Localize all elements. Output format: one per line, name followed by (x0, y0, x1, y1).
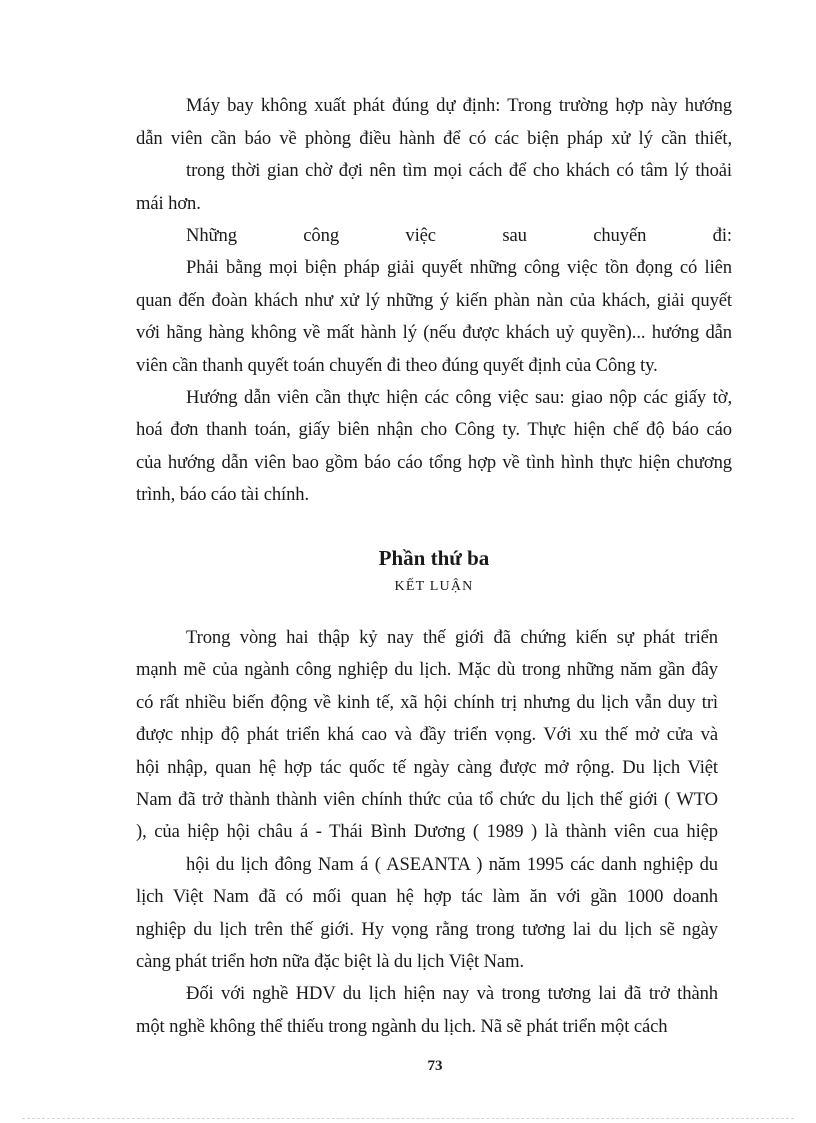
text-line: được nhịp độ phát triển khá cao và đầy triển vọng. Với xu thế mở cửa và (136, 724, 718, 745)
page-number: 73 (427, 1058, 443, 1074)
text-line: hoá đơn thanh toán, giấy biên nhận cho Công ty. Thực hiện chế độ báo cáo (136, 419, 732, 440)
text-line: nghiệp du lịch trên thế giới. Hy vọng rằng trong tương lai du lịch sẽ ngày (136, 919, 718, 940)
text-line: Trong vòng hai thập kỷ nay thế giới đã chứng kiến sự phát triển (186, 627, 718, 648)
page-bottom-divider (22, 1118, 794, 1119)
text-line: hội du lịch đông Nam á ( ASEANTA ) năm 1995 các danh nghiệp du (186, 854, 718, 875)
text-line: trong thời gian chờ đợi nên tìm mọi cách để cho khách có tâm lý thoải (186, 160, 732, 181)
text-line: mái hơn. (136, 193, 201, 214)
text-line: Máy bay không xuất phát đúng dự định: Trong trường hợp này hướng (186, 95, 732, 116)
text-line: dẫn viên cần báo về phòng điều hành để có các biện pháp xử lý cần thiết, (136, 128, 732, 149)
text-line: Đối với nghề HDV du lịch hiện nay và trong tương lai đã trở thành (186, 983, 718, 1004)
text-line: hội nhập, quan hệ hợp tác quốc tế ngày càng được mở rộng. Du lịch Việt (136, 757, 718, 778)
text-line: lịch Việt Nam đã có mối quan hệ hợp tác làm ăn với gần 1000 doanh (136, 886, 718, 907)
text-line: Hướng dẫn viên cần thực hiện các công việc sau: giao nộp các giấy tờ, (186, 387, 732, 408)
section-subheading: KẾT LUẬN (394, 579, 474, 594)
section-heading: Phần thứ ba (378, 546, 490, 570)
text-line: trình, báo cáo tài chính. (136, 484, 310, 505)
text-line: ), của hiệp hội châu á - Thái Bình Dương ( 1989 ) là thành viên cua hiệp (136, 821, 718, 842)
text-line: Những công việc sau chuyến đi: (186, 225, 732, 246)
text-line: càng phát triển hơn nữa đặc biệt là du lịch Việt Nam. (136, 951, 525, 972)
text-line: có rất nhiều biến động về kinh tế, xã hội chính trị nhưng du lịch vẫn duy trì (136, 692, 718, 713)
text-line: một nghề không thể thiếu trong ngành du lịch. Nã sẽ phát triển một cách (136, 1016, 668, 1037)
text-line: của hướng dẫn viên bao gồm báo cáo tổng hợp về tình hình thực hiện chương (136, 452, 732, 473)
text-line: Nam đã trở thành thành viên chính thức của tổ chức du lịch thế giới ( WTO (136, 789, 718, 810)
text-line: viên cần thanh quyết toán chuyến đi theo đúng quyết định của Công ty. (136, 355, 658, 376)
text-line: với hãng hàng không về mất hành lý (nếu được khách uỷ quyền)... hướng dẫn (136, 322, 732, 343)
text-line: Phải bằng mọi biện pháp giải quyết những công việc tồn đọng có liên (186, 257, 732, 278)
text-line: quan đến đoàn khách như xử lý những ý kiến phàn nàn của khách, giải quyết (136, 290, 732, 311)
text-line: mạnh mẽ của ngành công nghiệp du lịch. Mặc dù trong những năm gần đây (136, 659, 718, 680)
